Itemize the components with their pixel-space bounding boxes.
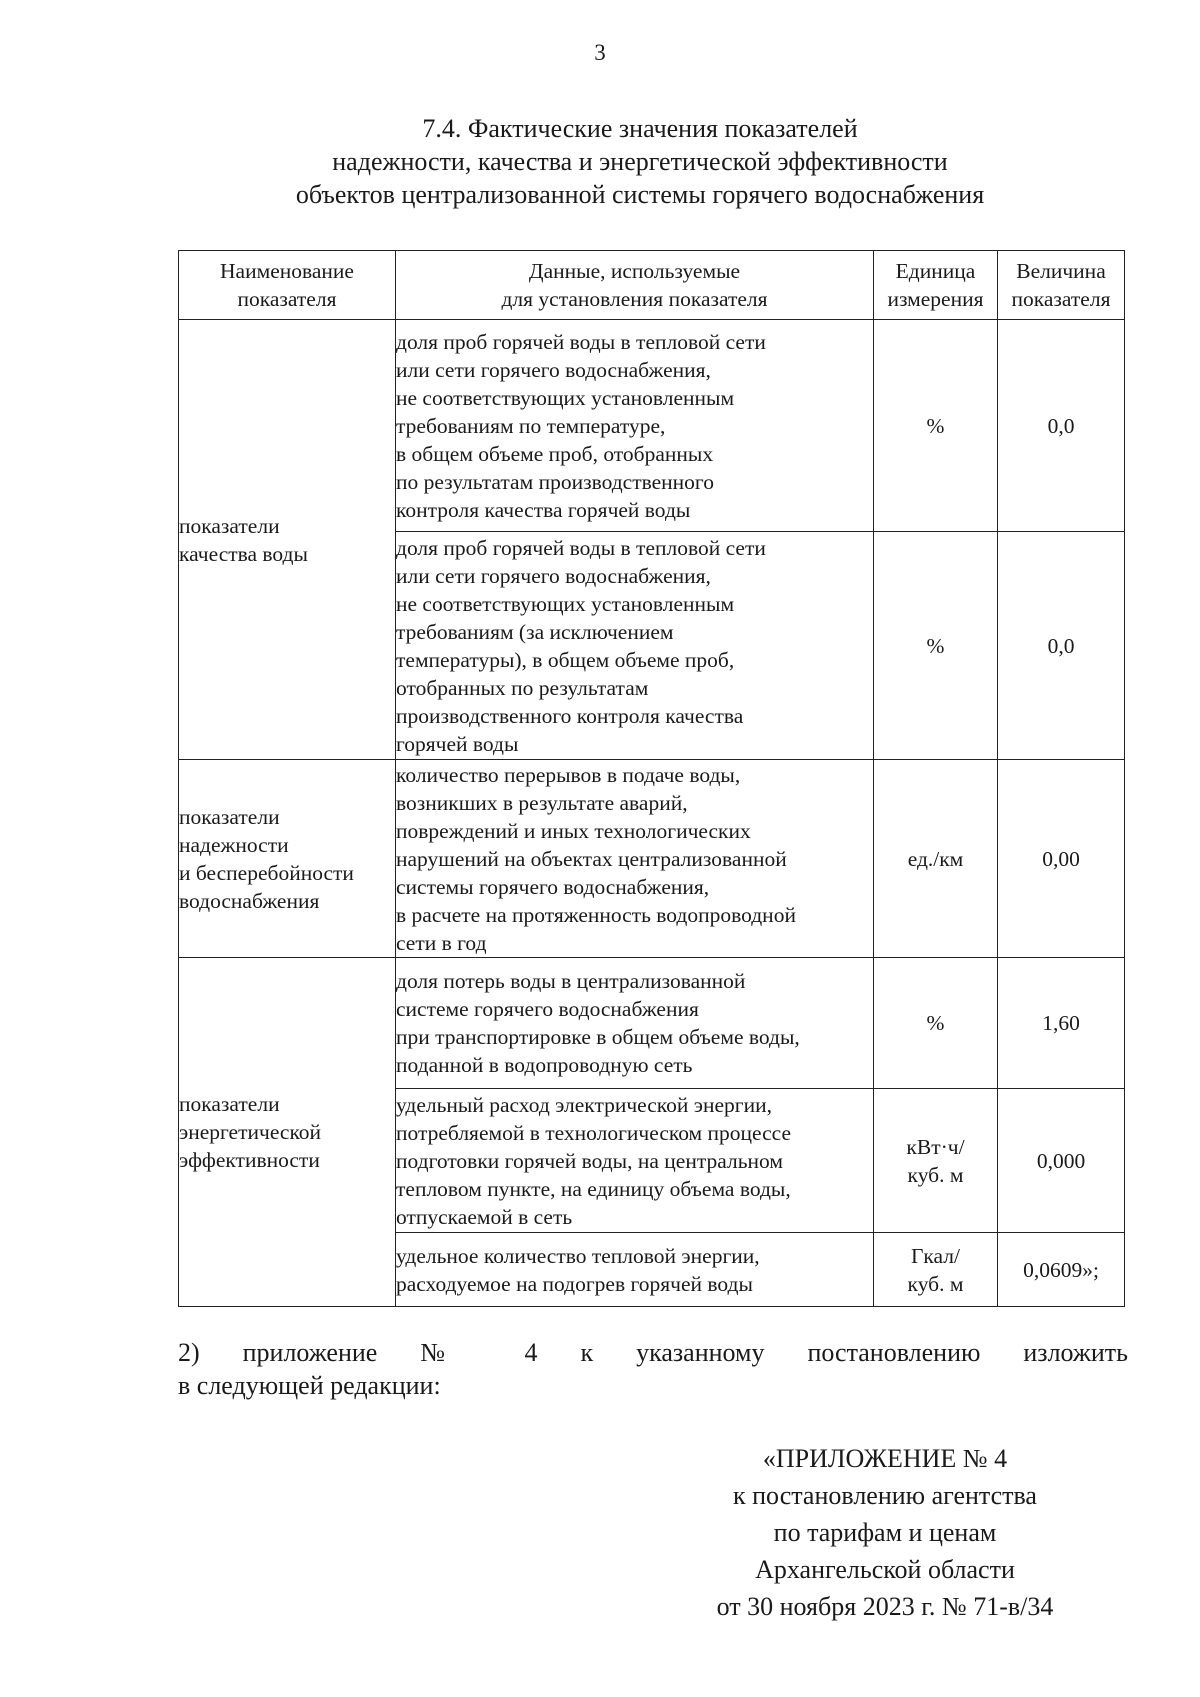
indicator-name-quality: показатели качества воды: [179, 320, 396, 760]
title-line: объектов централизованной системы горячего водоснабжения: [295, 180, 985, 209]
title-line: 7.4. Фактические значения показателей: [422, 114, 858, 143]
header-value: Величина показателя: [998, 251, 1125, 320]
table-header-row: [179, 251, 1125, 320]
title-line: надежности, качества и энергетической эффективности: [332, 147, 948, 176]
appendix-line: Архангельской области: [755, 1555, 1015, 1584]
indicator-value: 1,60: [998, 958, 1125, 1089]
indicator-description: количество перерывов в подаче воды, возникших в результате аварий, повреждений и иных технологических нарушений на объектах централизованной системы горячего водоснабжения, в расчете на протяженность водопроводной сети в год: [396, 760, 874, 958]
header-unit: Единица измерения: [874, 251, 998, 320]
appendix-heading: [660, 1440, 1110, 1625]
indicator-name-reliability: показатели надежности и бесперебойности водоснабжения: [179, 760, 396, 958]
indicator-unit: %: [874, 320, 998, 532]
indicator-description: доля потерь воды в централизованной системе горячего водоснабжения при транспортировке в общем объеме воды, поданной в водопроводную сеть: [396, 958, 874, 1089]
indicator-unit: %: [874, 958, 998, 1089]
table-row: [179, 958, 1125, 1089]
indicator-unit: %: [874, 532, 998, 760]
indicator-value: 0,00: [998, 760, 1125, 958]
appendix-line: «ПРИЛОЖЕНИЕ № 4: [762, 1444, 1008, 1473]
indicator-value: 0,0: [998, 532, 1125, 760]
indicator-value: 0,000: [998, 1089, 1125, 1233]
amendment-paragraph: 2) приложение № 4 к указанному постановлению изложить: [178, 1338, 1128, 1367]
amendment-paragraph-continuation: в следующей редакции:: [178, 1371, 441, 1400]
appendix-line: к постановлению агентства: [733, 1481, 1037, 1510]
indicator-unit: ед./км: [874, 760, 998, 958]
indicator-name-energy: показатели энергетической эффективности: [179, 958, 396, 1307]
page-number: 3: [594, 40, 606, 65]
header-name: Наименование показателя: [179, 251, 396, 320]
indicator-description: удельное количество тепловой энергии, расходуемое на подогрев горячей воды: [396, 1233, 874, 1307]
indicator-description: доля проб горячей воды в тепловой сети или сети горячего водоснабжения, не соответствующих установленным требованиям по температуре, в общем объеме проб, отобранных по результатам производственного контроля качества горячей воды: [396, 320, 874, 532]
header-data: Данные, используемые для установления показателя: [396, 251, 874, 320]
section-title: [120, 112, 1160, 211]
table-row: [179, 320, 1125, 532]
indicators-table: [178, 250, 1125, 1307]
indicator-value: 0,0: [998, 320, 1125, 532]
indicator-unit: кВт·ч/ куб. м: [874, 1089, 998, 1233]
indicator-unit: Гкал/ куб. м: [874, 1233, 998, 1307]
appendix-line: от 30 ноября 2023 г. № 71-в/34: [716, 1592, 1054, 1621]
indicator-description: доля проб горячей воды в тепловой сети или сети горячего водоснабжения, не соответствующих установленным требованиям (за исключением температуры), в общем объеме проб, отобранных по результатам производственного контроля качества горячей воды: [396, 532, 874, 760]
indicator-description: удельный расход электрической энергии, потребляемой в технологическом процессе подготовки горячей воды, на центральном тепловом пункте, на единицу объема воды, отпускаемой в сеть: [396, 1089, 874, 1233]
appendix-line: по тарифам и ценам: [773, 1518, 997, 1547]
indicator-value: 0,0609»;: [998, 1233, 1125, 1307]
table-row: [179, 760, 1125, 958]
